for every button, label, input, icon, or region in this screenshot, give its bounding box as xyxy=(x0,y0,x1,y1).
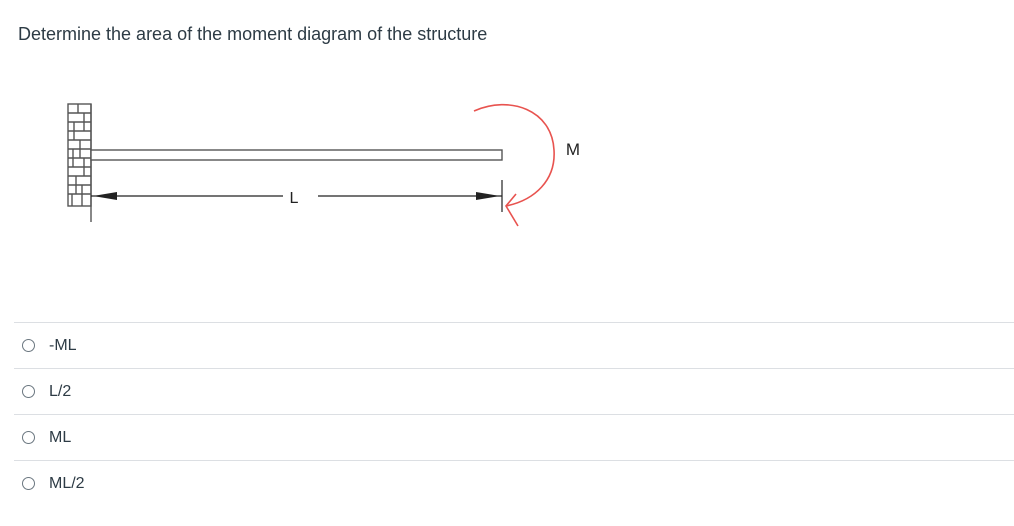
radio-icon[interactable] xyxy=(22,339,35,352)
answer-label: ML xyxy=(49,428,72,446)
radio-icon[interactable] xyxy=(22,477,35,490)
radio-icon[interactable] xyxy=(22,385,35,398)
answer-option[interactable] xyxy=(14,368,1014,414)
answer-option[interactable] xyxy=(14,460,1014,506)
answer-label: -ML xyxy=(49,336,77,354)
moment-label: M xyxy=(565,140,581,159)
question-text: Determine the area of the moment diagram of the structure xyxy=(18,24,488,44)
length-label: L xyxy=(289,190,299,207)
answer-option[interactable] xyxy=(14,322,1014,368)
answer-label: L/2 xyxy=(49,382,72,400)
answer-label: ML/2 xyxy=(49,474,85,492)
radio-icon[interactable] xyxy=(22,431,35,444)
fixed-support-wall xyxy=(68,104,91,222)
answer-options xyxy=(14,322,1014,506)
answer-option[interactable] xyxy=(14,414,1014,460)
moment-arrow-icon xyxy=(474,105,554,226)
beam xyxy=(91,150,502,160)
